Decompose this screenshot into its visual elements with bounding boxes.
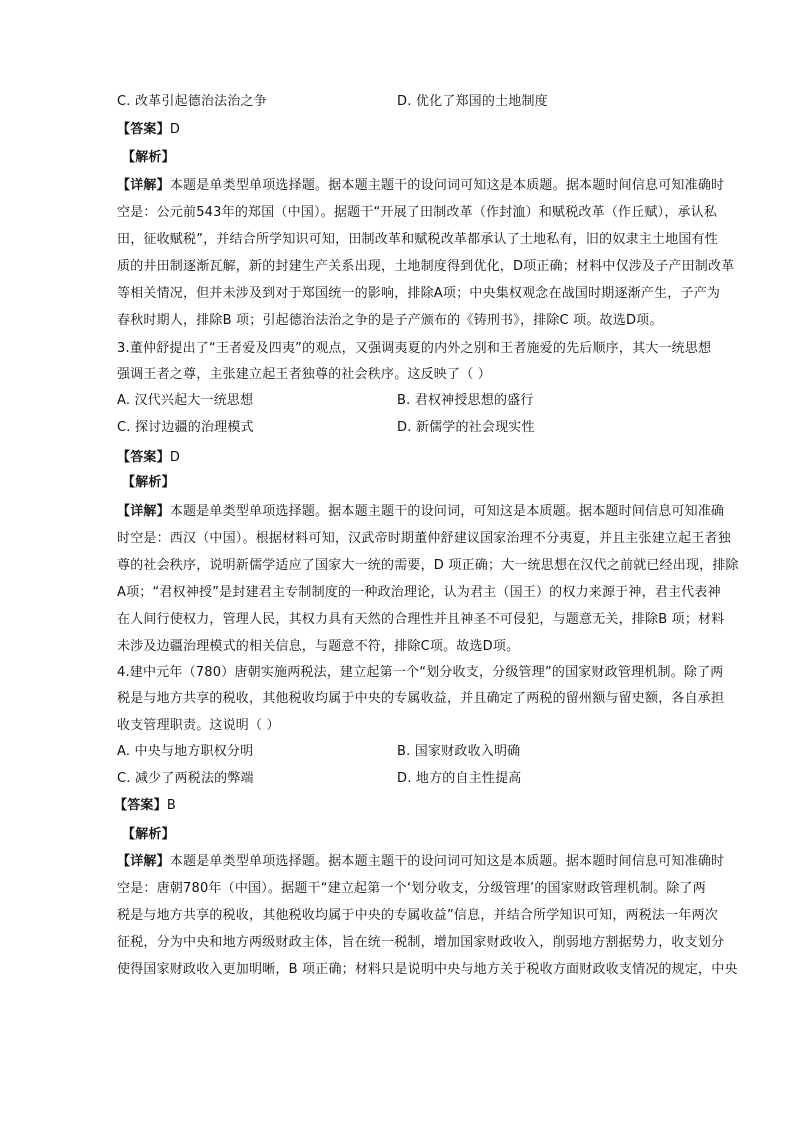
detail-tag: 【详解】 <box>117 854 170 869</box>
q3-detail-line <box>117 503 724 521</box>
q3-option-b: B. 君权神授思想的盛行 <box>397 393 534 408</box>
answer-tag: 【答案】 <box>114 798 167 813</box>
q2-detail-line: 质的井田制逐渐瓦解，新的封建生产关系出现，土地制度得到优化，D项正确；材料中仅涉及子产田制改革 <box>117 259 735 274</box>
q3-detail-line: 尊的社会秩序，说明新儒学适应了国家大一统的需要，D 项正确；大一统思想在汉代之前就已经出现，排除 <box>117 558 739 573</box>
q3-option-d: D. 新儒学的社会现实性 <box>397 420 535 435</box>
q2-detail-line <box>117 177 724 195</box>
detail-tag: 【详解】 <box>117 178 170 193</box>
answer-tag: 【答案】 <box>117 450 170 465</box>
q3-detail-line: 在人间行使权力，管理人民，其权力具有天然的合理性并且神圣不可侵犯，与题意无关，排除B 项；材料 <box>117 612 725 627</box>
q2-analysis-tag <box>122 149 175 167</box>
detail-text: 本题是单类型单项选择题。据本题主题干的设问词可知这是本质题。据本题时间信息可知准确时 <box>169 854 725 869</box>
q2-detail-line: 田，征收赋税”，并结合所学知识可知，田制改革和赋税改革都承认了土地私有，旧的奴隶主土地国有性 <box>117 232 718 247</box>
q3-detail-line: 未涉及边疆治理模式的相关信息，与题意不符，排除C项。故选D项。 <box>117 639 520 654</box>
detail-tag: 【详解】 <box>117 504 170 519</box>
q3-analysis-tag <box>122 474 175 492</box>
q4-stem-line: 4.建中元年（780）唐朝实施两税法，建立起第一个“划分收支，分级管理”的国家财政管理机制。除了两 <box>117 665 724 680</box>
q2-option-c: C. 改革引起德治法治之争 <box>117 94 267 109</box>
q3-detail-line: A项；“君权神授”是封建君主专制制度的一种政治理论，认为君主（国王）的权力来源于神，君主代表神 <box>117 585 721 600</box>
q3-option-a: A. 汉代兴起大一统思想 <box>117 393 254 408</box>
q4-analysis-tag <box>122 826 175 844</box>
answer-value: D <box>169 122 181 137</box>
q4-option-b: B. 国家财政收入明确 <box>397 744 521 759</box>
q3-option-c: C. 探讨边疆的治理模式 <box>117 420 254 435</box>
q4-stem-line: 税是与地方共享的税收，其他税收均属于中央的专属收益，并且确定了两税的留州额与留史额，各自承担 <box>117 691 725 706</box>
q4-answer <box>114 797 176 815</box>
q2-detail-line: 等相关情况，但并未涉及到对于郑国统一的影响，排除A项；中央集权观念在战国时期逐渐产生，子产为 <box>117 286 721 301</box>
q3-stem-line: 强调王者之尊，主张建立起王者独尊的社会秩序。这反映了（ ） <box>117 367 491 382</box>
q4-detail-line: 使得国家财政收入更加明晰，B 项正确；材料只是说明中央与地方关于税收方面财政收支情况的规定，中央 <box>117 962 738 977</box>
detail-text: 本题是单类型单项选择题。据本题主题干的设问词可知这是本质题。据本题时间信息可知准确时 <box>169 178 725 193</box>
q3-detail-line: 时空是：西汉（中国）。根据材料可知，汉武帝时期董仲舒建议国家治理不分夷夏，并且主张建立起王者独 <box>117 531 731 546</box>
analysis-tag: 【解析】 <box>122 475 175 490</box>
q4-option-c: C. 减少了两税法的弊端 <box>117 771 254 786</box>
answer-value: D <box>169 450 181 465</box>
q4-detail-line: 空是：唐朝780年（中国）。据题干“建立起第一个‘划分收支，分级管理’的国家财政管理机制。除了两 <box>117 881 706 896</box>
q2-answer <box>117 121 180 139</box>
analysis-tag: 【解析】 <box>122 827 175 842</box>
q4-detail-line: 税是与地方共享的税收，其他税收均属于中央的专属收益”信息，并结合所学知识可知，两税法一年两次 <box>117 908 718 923</box>
q4-detail-line <box>117 853 724 871</box>
q4-option-a: A. 中央与地方职权分明 <box>117 744 254 759</box>
q2-detail-line: 春秋时期人，排除B 项；引起德治法治之争的是子产颁布的《铸刑书》，排除C 项。故选D项。 <box>117 313 663 328</box>
q2-detail-line: 空是：公元前543年的郑国（中国）。据题干“开展了田制改革（作封洫）和赋税改革（作丘赋），承认私 <box>117 205 718 220</box>
q4-detail-line: 征税，分为中央和地方两级财政主体，旨在统一税制，增加国家财政收入，削弱地方割据势力，收支划分 <box>117 935 725 950</box>
q4-stem-line: 收支管理职责。这说明（ ） <box>117 718 280 733</box>
q3-answer <box>117 449 180 467</box>
answer-tag: 【答案】 <box>117 122 170 137</box>
q4-option-d: D. 地方的自主性提高 <box>397 771 522 786</box>
analysis-tag: 【解析】 <box>122 150 175 165</box>
q2-option-d: D. 优化了郑国的土地制度 <box>397 94 548 109</box>
answer-value: B <box>166 798 176 813</box>
q3-stem-line: 3.董仲舒提出了“王者爱及四夷”的观点，又强调夷夏的内外之别和王者施爱的先后顺序，其大一统思想 <box>117 341 712 356</box>
detail-text: 本题是单类型单项选择题。据本题主题干的设问词，可知这是本质题。据本题时间信息可知准确 <box>169 504 725 519</box>
